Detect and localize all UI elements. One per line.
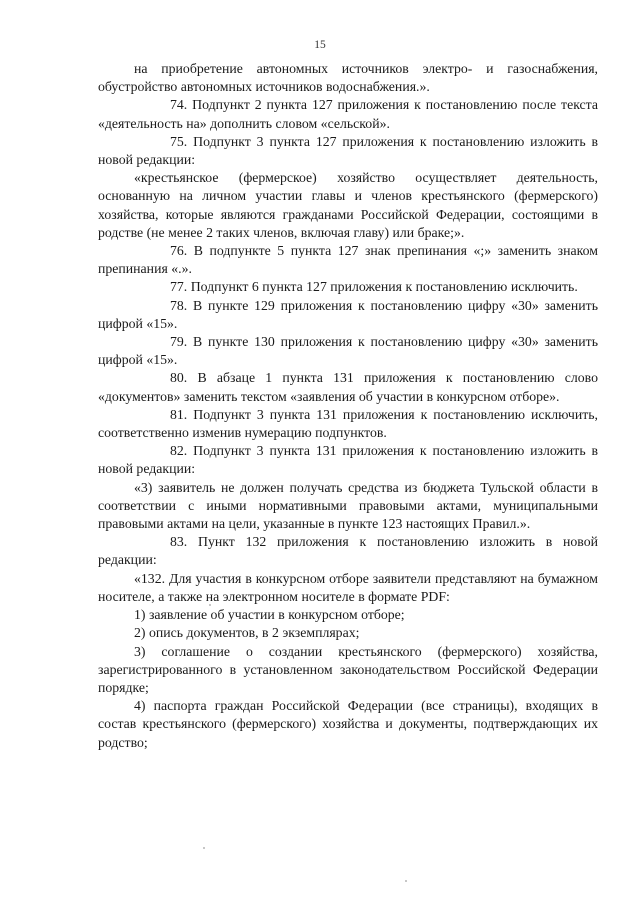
item-number: 76. <box>170 243 188 259</box>
paragraph-continuation <box>98 60 598 96</box>
paragraph-text: Подпункт 2 пункта 127 приложения к постановлению после текста «деятельность на» дополнить словом «сельской». <box>98 97 599 131</box>
paragraph-text: В пункте 129 приложения к постановлению цифру «30» заменить цифрой «15». <box>98 297 598 331</box>
paragraph-text: Подпункт 6 пункта 127 приложения к постановлению исключить. <box>190 279 578 295</box>
paragraph-text: «крестьянское (фермерское) хозяйство осуществляет деятельность, основанную на личном участии главы и членов крестьянского (фермерского) хозяйства, которые являются гражданами Российской Федерации, состоящими в родстве (не менее 2 таких членов, включая главу) или браке;». <box>98 170 598 240</box>
paragraph-text: на приобретение автономных источников электро- и газоснабжения, обустройство автономных источников водоснабжения.». <box>98 61 598 95</box>
page-number: 15 <box>314 39 326 51</box>
list-item-3 <box>98 643 598 698</box>
paragraph-item-83 <box>98 533 598 569</box>
scan-speck <box>405 880 407 882</box>
list-item-2 <box>98 624 598 642</box>
paragraph-text: «3) заявитель не должен получать средства из бюджета Тульской области в соответствии с иными нормативными правовыми актами, муниципальными правовыми актами на цели, указанные в пункте 123 настоящих Правил.». <box>98 479 598 532</box>
paragraph-item-77 <box>98 278 598 296</box>
item-number: 75. <box>170 133 188 149</box>
item-number: 74. <box>170 97 188 113</box>
paragraph-text: Подпункт 3 пункта 127 приложения к постановлению изложить в новой редакции: <box>98 133 599 168</box>
paragraph-item-74 <box>98 96 598 132</box>
paragraph-text: 1) заявление об участии в конкурсном отборе; <box>134 607 405 623</box>
scan-speck <box>203 847 205 849</box>
list-item-1 <box>98 606 598 624</box>
paragraph-item-79 <box>98 333 598 369</box>
paragraph-quote-132 <box>98 570 598 606</box>
paragraph-text: 4) паспорта граждан Российской Федерации (все страницы), входящих в состав крестьянского (фермерского) хозяйства и документы, подтверждающих их родство; <box>98 698 598 750</box>
paragraph-text: В пункте 130 приложения к постановлению цифру «30» заменить цифрой «15». <box>98 334 598 368</box>
paragraph-item-76 <box>98 242 598 278</box>
list-item-4 <box>98 697 598 752</box>
paragraph-quote-131-3 <box>98 479 598 534</box>
paragraph-item-81 <box>98 406 598 442</box>
paragraph-item-82 <box>98 442 598 478</box>
paragraph-item-75 <box>98 133 598 169</box>
paragraph-text: В абзаце 1 пункта 131 приложения к постановлению слово «документов» заменить текстом «заявления об участии в конкурсном отборе». <box>98 370 598 404</box>
paragraph-text: 2) опись документов, в 2 экземплярах; <box>134 625 360 641</box>
item-number: 79. <box>170 334 188 350</box>
paragraph-text: Пункт 132 приложения к постановлению изложить в новой редакции: <box>98 534 598 568</box>
document-body <box>98 60 598 752</box>
paragraph-text: Подпункт 3 пункта 131 приложения к постановлению исключить, соответственно изменив нумерацию подпунктов. <box>98 406 598 441</box>
paragraph-text: Подпункт 3 пункта 131 приложения к постановлению изложить в новой редакции: <box>98 443 599 477</box>
item-number: 80. <box>170 370 188 386</box>
item-number: 77. <box>170 279 188 295</box>
item-number: 78. <box>170 297 188 313</box>
paragraph-text: В подпункте 5 пункта 127 знак препинания «;» заменить знаком препинания «.». <box>98 243 598 277</box>
item-number: 83. <box>170 534 188 550</box>
scan-speck <box>209 604 211 606</box>
item-number: 81. <box>170 406 188 422</box>
paragraph-text: 3) соглашение о создании крестьянского (фермерского) хозяйства, зарегистрированного в установленном законодательством Российской Федерации порядке; <box>98 643 598 695</box>
paragraph-text: «132. Для участия в конкурсном отборе заявители представляют на бумажном носителе, а также на электронном носителе в формате PDF: <box>98 570 598 604</box>
paragraph-quote-127-3 <box>98 169 598 242</box>
paragraph-item-78 <box>98 297 598 333</box>
paragraph-item-80 <box>98 369 598 405</box>
item-number: 82. <box>170 443 188 459</box>
